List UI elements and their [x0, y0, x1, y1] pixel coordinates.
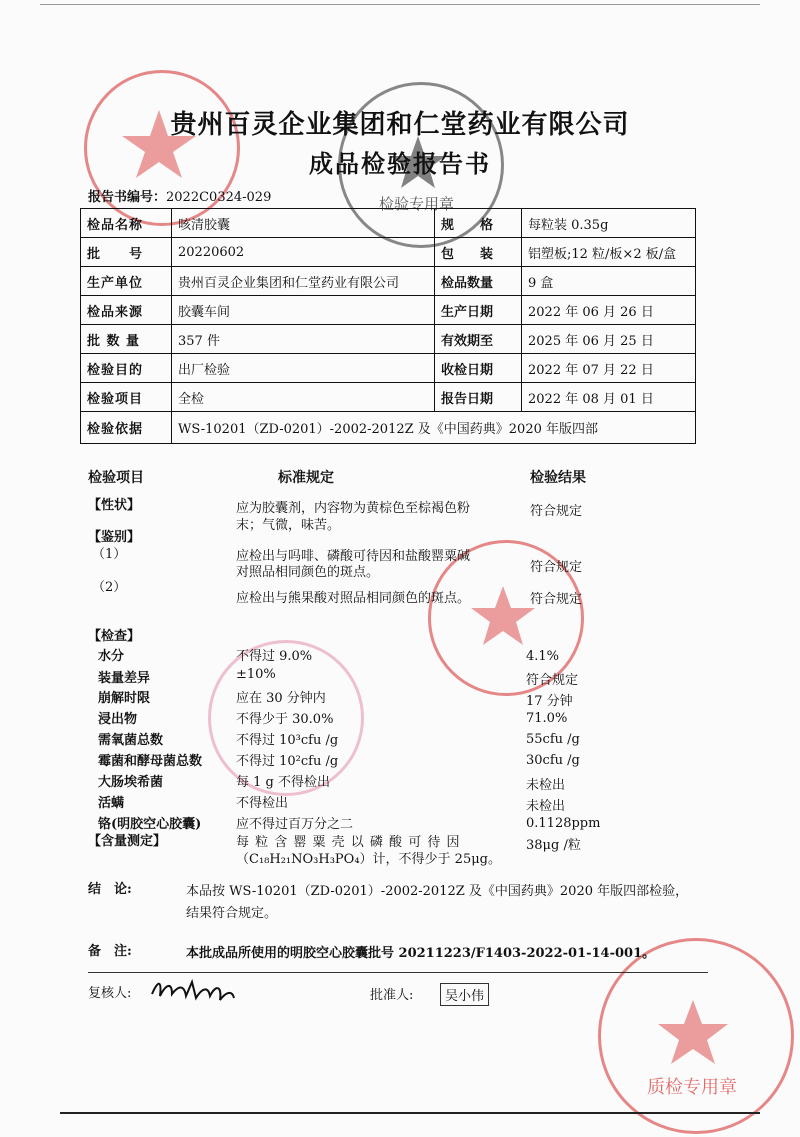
- section-identification: 【鉴别】: [88, 530, 141, 545]
- reviewer-signature: [148, 974, 238, 1006]
- report-number-value: 2022C0324-029: [166, 190, 272, 205]
- ident1-std-line1: 应检出与吗啡、磷酸可待因和盐酸罂粟碱: [236, 549, 471, 564]
- received-value: 2022 年 07 月 22 日: [522, 354, 696, 383]
- appearance-std-line2: 末；气微，味苦。: [236, 518, 341, 533]
- sample-qty-value: 9 盒: [522, 267, 696, 296]
- product-name-label: 检品名称: [81, 209, 172, 238]
- expiry-label: 有效期至: [435, 325, 522, 354]
- ident2-std: 应检出与熊果酸对照品相同颜色的斑点。: [236, 591, 471, 606]
- ident1-result: 符合规定: [530, 560, 583, 575]
- inspection-result-disintegration: 17 分钟: [526, 694, 573, 709]
- results-header-result: 检验结果: [530, 470, 586, 486]
- spec-label: 规 格: [435, 209, 522, 238]
- conclusion-line2: 结果符合规定。: [186, 906, 278, 921]
- lot-qty-value: 357 件: [172, 325, 435, 354]
- inspection-std-ecoli: 每 1 g 不得检出: [236, 775, 330, 790]
- assay-std-line2: （C₁₈H₂₁NO₃H₃PO₄）计，不得少于 25μg。: [236, 852, 501, 867]
- inspection-result-weight-variation: 符合规定: [526, 673, 579, 688]
- ident2-label: （2）: [92, 580, 127, 595]
- report-number-label: 报告书编号：: [88, 190, 167, 205]
- batch-label: 批 号: [81, 238, 172, 267]
- source-label: 检品来源: [81, 296, 172, 325]
- qc-seal-text: 质检专用章: [647, 1077, 737, 1098]
- expiry-value: 2025 年 06 月 25 日: [522, 325, 696, 354]
- ident1-label: （1）: [92, 547, 127, 562]
- inspection-name-weight-variation: 装量差异: [98, 671, 151, 686]
- package-value: 铝塑板;12 粒/板×2 板/盒: [522, 238, 696, 267]
- inspection-name-ecoli: 大肠埃希菌: [98, 775, 164, 790]
- inspection-seal-text: 检验专用章: [379, 195, 455, 213]
- inspection-result-ecoli: 未检出: [526, 778, 566, 793]
- reviewer-label: 复核人:: [88, 986, 132, 1001]
- inspection-std-extract: 不得少于 30.0%: [236, 712, 334, 727]
- report-date-label: 报告日期: [435, 383, 522, 412]
- inspection-result-water: 4.1%: [526, 649, 560, 664]
- product-info-table: [80, 208, 696, 444]
- inspection-result-mites: 未检出: [526, 799, 566, 814]
- prod-date-value: 2022 年 06 月 26 日: [522, 296, 696, 325]
- inspection-result-aerobic: 55cfu /g: [526, 732, 580, 747]
- bottom-border-line: [60, 1112, 760, 1114]
- purpose-value: 出厂检验: [172, 354, 435, 383]
- inspection-result-chromium: 0.1128ppm: [526, 816, 601, 831]
- results-header-standard: 标准规定: [278, 470, 334, 486]
- approver-label: 批准人:: [370, 988, 414, 1003]
- qc-seal-bottomright: [598, 938, 794, 1134]
- inspection-name-water: 水分: [98, 649, 125, 664]
- document-title: 成品检验报告书: [309, 149, 491, 178]
- inspection-name-chromium: 铬(明胶空心胶囊): [98, 817, 202, 832]
- prod-date-label: 生产日期: [435, 296, 522, 325]
- inspection-result-extract: 71.0%: [526, 711, 568, 726]
- basis-value: WS-10201（ZD-0201）-2002-2012Z 及《中国药典》2020 年版四部: [172, 412, 696, 444]
- ident1-std-line2: 对照品相同颜色的斑点。: [236, 565, 380, 580]
- section-assay: 【含量测定】: [88, 834, 167, 849]
- received-label: 收检日期: [435, 354, 522, 383]
- approver-name: 吴小伟: [440, 983, 489, 1006]
- section-appearance: 【性状】: [88, 498, 141, 513]
- batch-value: 20220602: [172, 238, 435, 267]
- inspection-name-extract: 浸出物: [98, 712, 138, 727]
- inspection-name-mites: 活螨: [98, 796, 125, 811]
- purpose-label: 检验目的: [81, 354, 172, 383]
- appearance-result: 符合规定: [530, 504, 583, 519]
- spec-value: 每粒装 0.35g: [522, 209, 696, 238]
- appearance-std-line1: 应为胶囊剂，内容物为黄棕色至棕褐色粉: [236, 501, 471, 516]
- lot-qty-label: 批 数 量: [81, 325, 172, 354]
- conclusion-line1: 本品按 WS-10201（ZD-0201）-2002-2012Z 及《中国药典》2020 年版四部检验，: [186, 884, 689, 899]
- package-label: 包 装: [435, 238, 522, 267]
- sample-qty-label: 检品数量: [435, 267, 522, 296]
- remark-label: 备 注:: [88, 944, 132, 959]
- item-value: 全检: [172, 383, 435, 412]
- inspection-name-disintegration: 崩解时限: [98, 691, 151, 706]
- results-header-item: 检验项目: [88, 470, 144, 486]
- section-inspection: 【检查】: [88, 629, 141, 644]
- remark-text: 本批成品所使用的明胶空心胶囊批号 20211223/F1403-2022-01-14-001。: [186, 946, 656, 961]
- inspection-name-mold-yeast: 霉菌和酵母菌总数: [98, 754, 203, 769]
- inspection-std-aerobic: 不得过 10³cfu /g: [236, 733, 339, 748]
- assay-std-line1: 每 粒 含 罂 粟 壳 以 磷 酸 可 待 因: [236, 835, 461, 850]
- inspection-std-disintegration: 应在 30 分钟内: [236, 691, 326, 706]
- basis-label: 检验依据: [81, 412, 172, 444]
- product-name-value: 咳清胶囊: [172, 209, 435, 238]
- inspection-std-chromium: 应不得过百万分之二: [236, 817, 354, 832]
- source-value: 胶囊车间: [172, 296, 435, 325]
- ident2-result: 符合规定: [530, 592, 583, 607]
- inspection-std-mites: 不得检出: [236, 796, 289, 811]
- inspection-name-aerobic: 需氧菌总数: [98, 733, 164, 748]
- company-title: 贵州百灵企业集团和仁堂药业有限公司: [170, 110, 630, 140]
- item-label: 检验项目: [81, 383, 172, 412]
- manufacturer-value: 贵州百灵企业集团和仁堂药业有限公司: [172, 267, 435, 296]
- report-number: [88, 186, 271, 205]
- inspection-std-water: 不得过 9.0%: [236, 649, 313, 664]
- assay-result: 38μg /粒: [526, 838, 581, 853]
- inspection-std-mold-yeast: 不得过 10²cfu /g: [236, 754, 339, 769]
- conclusion-label: 结 论:: [88, 882, 132, 897]
- top-border-line: [40, 4, 760, 5]
- report-date-value: 2022 年 08 月 01 日: [522, 383, 696, 412]
- inspection-result-mold-yeast: 30cfu /g: [526, 753, 580, 768]
- manufacturer-label: 生产单位: [81, 267, 172, 296]
- inspection-std-weight-variation: ±10%: [236, 667, 276, 682]
